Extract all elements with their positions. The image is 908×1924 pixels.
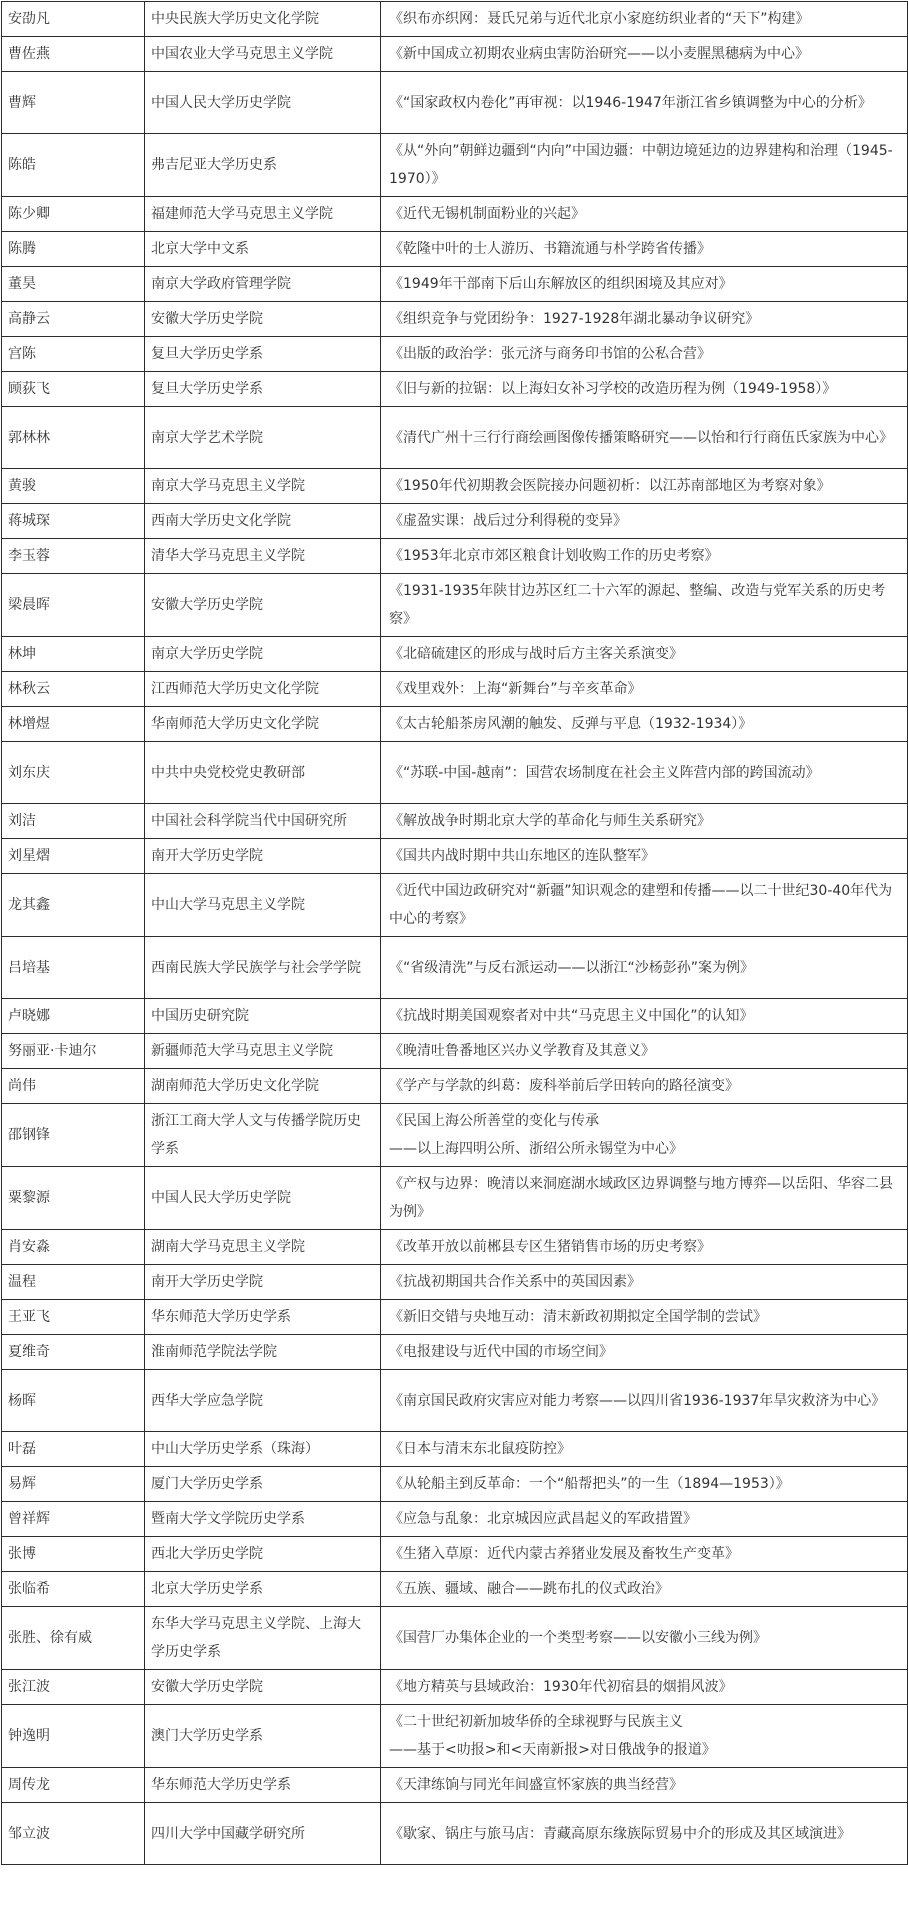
- paper-title: 《应急与乱象：北京城因应武昌起义的军政措置》: [381, 1502, 908, 1537]
- presenter-affiliation: 中国人民大学历史学院: [145, 72, 381, 134]
- presenter-affiliation: 湖南大学马克思主义学院: [145, 1230, 381, 1265]
- presenter-affiliation: 中央民族大学历史文化学院: [145, 2, 381, 37]
- presenter-name: 林秋云: [2, 672, 145, 707]
- table-row: [2, 1034, 908, 1069]
- paper-title: 《电报建设与近代中国的市场空间》: [381, 1335, 908, 1370]
- paper-title: 《五族、疆域、融合——跳布扎的仪式政治》: [381, 1572, 908, 1607]
- table-row: [2, 1467, 908, 1502]
- presenter-name: 张胜、徐有威: [2, 1607, 145, 1670]
- presenter-affiliation: 华东师范大学历史学系: [145, 1768, 381, 1803]
- presenter-affiliation: 南京大学艺术学院: [145, 407, 381, 469]
- table-row: [2, 539, 908, 574]
- presenter-affiliation: 安徽大学历史学院: [145, 574, 381, 637]
- presenter-affiliation: 中国社会科学院当代中国研究所: [145, 804, 381, 839]
- presenter-name: 顾荻飞: [2, 372, 145, 407]
- table-row: [2, 1167, 908, 1230]
- paper-title: 《抗战时期美国观察者对中共“马克思主义中国化”的认知》: [381, 999, 908, 1034]
- presenter-affiliation: 新疆师范大学马克思主义学院: [145, 1034, 381, 1069]
- table-row: [2, 742, 908, 804]
- table-row: [2, 1537, 908, 1572]
- presenter-name: 梁晨晖: [2, 574, 145, 637]
- table-row: [2, 1803, 908, 1865]
- paper-title: 《生猪入草原：近代内蒙古养猪业发展及畜牧生产变革》: [381, 1537, 908, 1572]
- presenter-name: 龙其鑫: [2, 874, 145, 937]
- presenter-name: 刘洁: [2, 804, 145, 839]
- presenter-affiliation: 中山大学马克思主义学院: [145, 874, 381, 937]
- paper-title: 《二十世纪初新加坡华侨的全球视野与民族主义 ——基于<叻报>和<天南新报>对日俄战争的报道》: [381, 1705, 908, 1768]
- presenter-name: 刘东庆: [2, 742, 145, 804]
- presenter-name: 叶磊: [2, 1432, 145, 1467]
- presenter-name: 林坤: [2, 637, 145, 672]
- table-row: [2, 672, 908, 707]
- presenter-name: 邵钢锋: [2, 1104, 145, 1167]
- paper-title: 《乾隆中叶的士人游历、书籍流通与朴学跨省传播》: [381, 232, 908, 267]
- presenter-affiliation: 中山大学历史学系（珠海）: [145, 1432, 381, 1467]
- presenter-affiliation: 东华大学马克思主义学院、上海大学历史学系: [145, 1607, 381, 1670]
- table-row: [2, 1335, 908, 1370]
- presenter-name: 郭林林: [2, 407, 145, 469]
- presenter-name: 温程: [2, 1265, 145, 1300]
- table-row: [2, 1768, 908, 1803]
- table-row: [2, 504, 908, 539]
- table-row: [2, 1370, 908, 1432]
- table-row: [2, 874, 908, 937]
- paper-title: 《近代中国边政研究对“新疆”知识观念的建塑和传播——以二十世纪30-40年代为中心的考察》: [381, 874, 908, 937]
- presenter-affiliation: 淮南师范学院法学院: [145, 1335, 381, 1370]
- presenter-name: 宫陈: [2, 337, 145, 372]
- paper-title: 《出版的政治学：张元济与商务印书馆的公私合营》: [381, 337, 908, 372]
- presenter-name: 董昊: [2, 267, 145, 302]
- presenter-name: 夏维奇: [2, 1335, 145, 1370]
- presenter-affiliation: 西南民族大学民族学与社会学学院: [145, 937, 381, 999]
- paper-title: 《解放战争时期北京大学的革命化与师生关系研究》: [381, 804, 908, 839]
- table-row: [2, 1432, 908, 1467]
- presenter-affiliation: 南京大学历史学院: [145, 637, 381, 672]
- table-row: [2, 1502, 908, 1537]
- presenter-name: 钟逸明: [2, 1705, 145, 1768]
- paper-title: 《新旧交错与央地互动：清末新政初期拟定全国学制的尝试》: [381, 1300, 908, 1335]
- paper-title: 《地方精英与县域政治：1930年代初宿县的烟捐风波》: [381, 1670, 908, 1705]
- paper-title: 《虚盈实课：战后过分利得税的变异》: [381, 504, 908, 539]
- presenter-affiliation: 中国历史研究院: [145, 999, 381, 1034]
- paper-title: 《1950年代初期教会医院接办问题初析：以江苏南部地区为考察对象》: [381, 469, 908, 504]
- paper-title: 《歇家、锅庄与旅马店：青藏高原东缘族际贸易中介的形成及其区域演进》: [381, 1803, 908, 1865]
- presenter-affiliation: 南京大学政府管理学院: [145, 267, 381, 302]
- presenter-affiliation: 安徽大学历史学院: [145, 1670, 381, 1705]
- presenter-name: 林增煜: [2, 707, 145, 742]
- table-row: [2, 1265, 908, 1300]
- presenter-name: 陈少卿: [2, 197, 145, 232]
- paper-title: 《国共内战时期中共山东地区的连队整军》: [381, 839, 908, 874]
- table-row: [2, 1607, 908, 1670]
- table-row: [2, 1300, 908, 1335]
- presenter-affiliation: 中共中央党校党史教研部: [145, 742, 381, 804]
- table-row: [2, 1069, 908, 1104]
- table-row: [2, 2, 908, 37]
- paper-title: 《太古轮船茶房风潮的触发、反弹与平息（1932-1934）》: [381, 707, 908, 742]
- paper-title: 《产权与边界：晚清以来洞庭湖水域政区边界调整与地方博弈—以岳阳、华容二县为例》: [381, 1167, 908, 1230]
- table-row: [2, 1572, 908, 1607]
- paper-title: 《民国上海公所善堂的变化与传承 ——以上海四明公所、浙绍公所永锡堂为中心》: [381, 1104, 908, 1167]
- paper-title: 《南京国民政府灾害应对能力考察——以四川省1936-1937年旱灾救济为中心》: [381, 1370, 908, 1432]
- presenter-affiliation: 南京大学马克思主义学院: [145, 469, 381, 504]
- presenter-affiliation: 清华大学马克思主义学院: [145, 539, 381, 574]
- presenter-name: 易辉: [2, 1467, 145, 1502]
- table-row: [2, 1705, 908, 1768]
- presenter-affiliation: 暨南大学文学院历史学系: [145, 1502, 381, 1537]
- paper-title: 《1949年干部南下后山东解放区的组织困境及其应对》: [381, 267, 908, 302]
- presenter-name: 黄骏: [2, 469, 145, 504]
- paper-title: 《北碚硫建区的形成与战时后方主客关系演变》: [381, 637, 908, 672]
- presenter-affiliation: 华南师范大学历史文化学院: [145, 707, 381, 742]
- paper-title: 《天津练饷与同光年间盛宣怀家族的典当经营》: [381, 1768, 908, 1803]
- presenter-name: 杨晖: [2, 1370, 145, 1432]
- paper-title: 《学产与学款的纠葛：废科举前后学田转向的路径演变》: [381, 1069, 908, 1104]
- table-row: [2, 37, 908, 72]
- paper-title: 《旧与新的拉锯：以上海妇女补习学校的改造历程为例（1949-1958）》: [381, 372, 908, 407]
- paper-title: 《从轮船主到反革命：一个“船帮把头”的一生（1894—1953）》: [381, 1467, 908, 1502]
- presenter-name: 刘星熠: [2, 839, 145, 874]
- paper-title: 《国营厂办集体企业的一个类型考察——以安徽小三线为例》: [381, 1607, 908, 1670]
- table-row: [2, 804, 908, 839]
- presenter-name: 努丽亚·卡迪尔: [2, 1034, 145, 1069]
- table-row: [2, 637, 908, 672]
- presenter-name: 李玉蓉: [2, 539, 145, 574]
- paper-title: 《清代广州十三行行商绘画图像传播策略研究——以怡和行行商伍氏家族为中心》: [381, 407, 908, 469]
- presenter-name: 吕培基: [2, 937, 145, 999]
- paper-title: 《从“外向”朝鲜边疆到“内向”中国边疆：中朝边境延边的边界建构和治理（1945-1970）》: [381, 134, 908, 197]
- presenter-affiliation: 西北大学历史学院: [145, 1537, 381, 1572]
- table-row: [2, 999, 908, 1034]
- presenter-name: 张临希: [2, 1572, 145, 1607]
- table-row: [2, 337, 908, 372]
- presenter-affiliation: 四川大学中国藏学研究所: [145, 1803, 381, 1865]
- presenter-affiliation: 浙江工商大学人文与传播学院历史学系: [145, 1104, 381, 1167]
- paper-title: 《晚清吐鲁番地区兴办义学教育及其意义》: [381, 1034, 908, 1069]
- presenter-affiliation: 安徽大学历史学院: [145, 302, 381, 337]
- table-row: [2, 197, 908, 232]
- table-row: [2, 134, 908, 197]
- presenter-name: 蒋城琛: [2, 504, 145, 539]
- presenter-affiliation: 北京大学中文系: [145, 232, 381, 267]
- presenter-name: 安劭凡: [2, 2, 145, 37]
- presenter-affiliation: 厦门大学历史学系: [145, 1467, 381, 1502]
- table-row: [2, 469, 908, 504]
- table-row: [2, 574, 908, 637]
- presenter-name: 肖安淼: [2, 1230, 145, 1265]
- table-row: [2, 407, 908, 469]
- table-row: [2, 937, 908, 999]
- table-body: [2, 2, 908, 1865]
- paper-title: 《抗战初期国共合作关系中的英国因素》: [381, 1265, 908, 1300]
- paper-title: 《“省级清洗”与反右派运动——以浙江“沙杨彭孙”案为例》: [381, 937, 908, 999]
- presenter-affiliation: 西南大学历史文化学院: [145, 504, 381, 539]
- presenter-affiliation: 弗吉尼亚大学历史系: [145, 134, 381, 197]
- presenter-affiliation: 复旦大学历史学系: [145, 372, 381, 407]
- presenter-table: [1, 1, 908, 1865]
- paper-title: 《近代无锡机制面粉业的兴起》: [381, 197, 908, 232]
- presenter-affiliation: 华东师范大学历史学系: [145, 1300, 381, 1335]
- table-row: [2, 72, 908, 134]
- presenter-name: 粟黎源: [2, 1167, 145, 1230]
- presenter-affiliation: 西华大学应急学院: [145, 1370, 381, 1432]
- presenter-name: 陈皓: [2, 134, 145, 197]
- presenter-name: 尚伟: [2, 1069, 145, 1104]
- presenter-affiliation: 中国农业大学马克思主义学院: [145, 37, 381, 72]
- paper-title: 《1953年北京市郊区粮食计划收购工作的历史考察》: [381, 539, 908, 574]
- presenter-name: 张江波: [2, 1670, 145, 1705]
- paper-title: 《改革开放以前郴县专区生猪销售市场的历史考察》: [381, 1230, 908, 1265]
- table-row: [2, 707, 908, 742]
- paper-title: 《组织竞争与党团纷争：1927-1928年湖北暴动争议研究》: [381, 302, 908, 337]
- presenter-affiliation: 复旦大学历史学系: [145, 337, 381, 372]
- paper-title: 《日本与清末东北鼠疫防控》: [381, 1432, 908, 1467]
- table-row: [2, 1230, 908, 1265]
- table-row: [2, 302, 908, 337]
- presenter-name: 高静云: [2, 302, 145, 337]
- presenter-affiliation: 北京大学历史学系: [145, 1572, 381, 1607]
- table-row: [2, 267, 908, 302]
- presenter-name: 曾祥辉: [2, 1502, 145, 1537]
- paper-title: 《织布亦织网：聂氏兄弟与近代北京小家庭纺织业者的“天下”构建》: [381, 2, 908, 37]
- presenter-name: 张博: [2, 1537, 145, 1572]
- presenter-name: 曹辉: [2, 72, 145, 134]
- presenter-affiliation: 江西师范大学历史文化学院: [145, 672, 381, 707]
- table-row: [2, 839, 908, 874]
- table-row: [2, 232, 908, 267]
- presenter-name: 周传龙: [2, 1768, 145, 1803]
- paper-title: 《“苏联-中国-越南”：国营农场制度在社会主义阵营内部的跨国流动》: [381, 742, 908, 804]
- paper-title: 《“国家政权内卷化”再审视：以1946-1947年浙江省乡镇调整为中心的分析》: [381, 72, 908, 134]
- presenter-name: 卢晓娜: [2, 999, 145, 1034]
- table-row: [2, 1104, 908, 1167]
- presenter-name: 邹立波: [2, 1803, 145, 1865]
- presenter-affiliation: 南开大学历史学院: [145, 1265, 381, 1300]
- paper-title: 《新中国成立初期农业病虫害防治研究——以小麦腥黑穗病为中心》: [381, 37, 908, 72]
- presenter-affiliation: 湖南师范大学历史文化学院: [145, 1069, 381, 1104]
- presenter-name: 曹佐燕: [2, 37, 145, 72]
- table-row: [2, 372, 908, 407]
- paper-title: 《戏里戏外：上海“新舞台”与辛亥革命》: [381, 672, 908, 707]
- paper-title: 《1931-1935年陕甘边苏区红二十六军的源起、整编、改造与党军关系的历史考察》: [381, 574, 908, 637]
- presenter-affiliation: 中国人民大学历史学院: [145, 1167, 381, 1230]
- presenter-affiliation: 澳门大学历史学系: [145, 1705, 381, 1768]
- presenter-affiliation: 福建师范大学马克思主义学院: [145, 197, 381, 232]
- presenter-name: 王亚飞: [2, 1300, 145, 1335]
- table-row: [2, 1670, 908, 1705]
- presenter-affiliation: 南开大学历史学院: [145, 839, 381, 874]
- presenter-name: 陈腾: [2, 232, 145, 267]
